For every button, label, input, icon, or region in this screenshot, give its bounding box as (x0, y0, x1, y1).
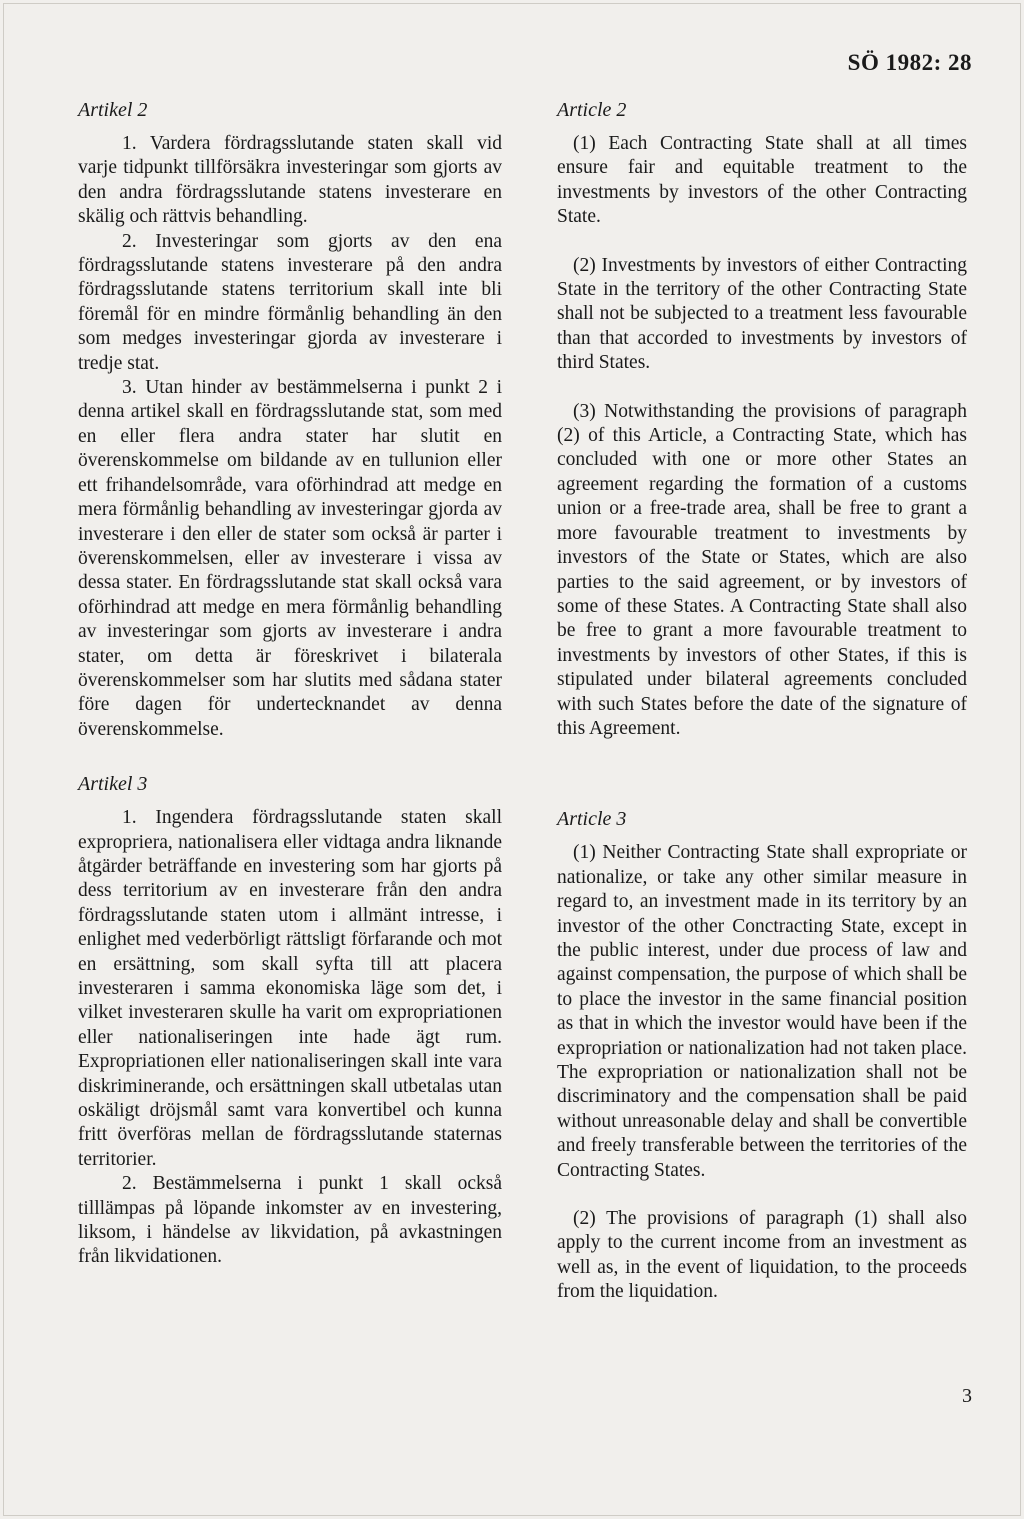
swedish-article-3-paragraph-1: 1. Ingendera fördragsslutande staten skall expropriera, nationalisera eller vidtaga andra liknande åtgärder beträffande en investering som har gjorts på dess territorium av en investerare från den andra fördragsslutande staten utom i allmänt intresse, i enlighet med vederbörligt rättsligt förfarande och mot en ersättning, som skall syfta till att placera investeraren i samma ekonomiska läge som det, i vilket investeraren skulle ha varit om expropriationen eller nationaliseringen inte hade ägt rum. Expropriationen eller nationaliseringen skall inte vara diskriminerande, och ersättningen skall utbetalas utan oskäligt dröjsmål samt vara konvertibel och kunna fritt överföras mellan de fördragsslutande staternas territorier. (78, 807, 502, 1170)
english-article-3-heading: Article 3 (557, 808, 627, 831)
swedish-column (78, 98, 502, 1270)
swedish-article-2-paragraph-2: 2. Investeringar som gjorts av den ena fördragsslutande statens investerare på den andra fördragsslutande statens territorium skall inte bli föremål för en mindre förmånlig behandling än den som medges investeringar gjorda av investerare i tredje stat. (78, 230, 502, 374)
english-article-2-paragraph-3: (3) Notwithstanding the provisions of paragraph (2) of this Article, a Contracting State, which has concluded with one or more other States an agreement regarding the formation of a customs union or a free-trade area, shall be free to grant a more favourable treatment to investments by investors of the State or States, which are also parties to the said agreement, or by investors of some of these States. A Contracting State shall also be free to grant a more favourable treatment to investments by investors of other States, if this is stipulated under bilateral agreements concluded with such States before the date of the signature of this Agreement. (557, 400, 967, 739)
swedish-article-2-paragraph-1: 1. Vardera fördragsslutande staten skall vid varje tidpunkt tillförsäkra investeringar som gjorts av den andra fördragsslutande statens investerare en skälig och rättvis behandling. (78, 133, 502, 228)
english-article-2-paragraph-2: (2) Investments by investors of either Contracting State in the territory of the other Contracting State shall not be subjected to a treatment less favourable than that accorded to investments by investors of third States. (557, 254, 967, 374)
english-article-2-heading: Article 2 (557, 99, 627, 121)
swedish-article-2-heading: Artikel 2 (78, 99, 148, 121)
english-article-2-paragraph-1: (1) Each Contracting State shall at all times ensure fair and equitable treatment to the investments by investors of the other Contracting State. (557, 133, 967, 228)
swedish-article-3-heading: Artikel 3 (78, 773, 148, 796)
page-number: 3 (962, 1385, 972, 1407)
english-article-3-paragraph-1: (1) Neither Contracting State shall expropriate or nationalize, or take any other similar measure in regard to, an investment made in its territory by an investor of the other Conctracting State, except in the public interest, under due process of law and against compensation, the purpose of which shall be to place the investor in the same financial position as that in which the investor would have been if the expropriation or nationalization had not taken place. The expropriation or nationalization shall not be discriminatory and the compensation shall be paid without unreasonable delay and shall be convertible and freely transferable between the territories of the Contracting States. (557, 842, 967, 1181)
english-column (557, 98, 967, 1305)
english-article-3-paragraph-2: (2) The provisions of paragraph (1) shall also apply to the current income from an investment as well as, in the event of liquidation, to the proceeds from the liquidation. (557, 1208, 967, 1303)
swedish-article-2-paragraph-3: 3. Utan hinder av bestämmelserna i punkt 2 i denna artikel skall en fördragsslutande stat, som med en eller flera andra stater har slutit en överenskommelse om bildande av en tullunion eller ett frihandelsområde, vara oförhindrad att medge en mera förmånlig behandling av investeringar gjorda av investerare i den eller de stater som också är parter i överenskommelsen, eller av investerare i vissa av dessa stater. En fördragsslutande stat skall också vara oförhindrad att medge en mera förmånlig behandling av investeringar som gjorts av investerare i andra stater, om detta är föreskrivet i bilaterala överenskommelser som har slutits med sådana stater före dagen för undertecknandet av denna överenskommelse. (78, 377, 502, 740)
document-reference: SÖ 1982: 28 (847, 50, 972, 75)
swedish-article-3-paragraph-2: 2. Bestämmelserna i punkt 1 skall också tilllämpas på löpande inkomster av en investering, liksom, i händelse av likvidation, på avkastningen från likvidationen. (78, 1173, 502, 1268)
